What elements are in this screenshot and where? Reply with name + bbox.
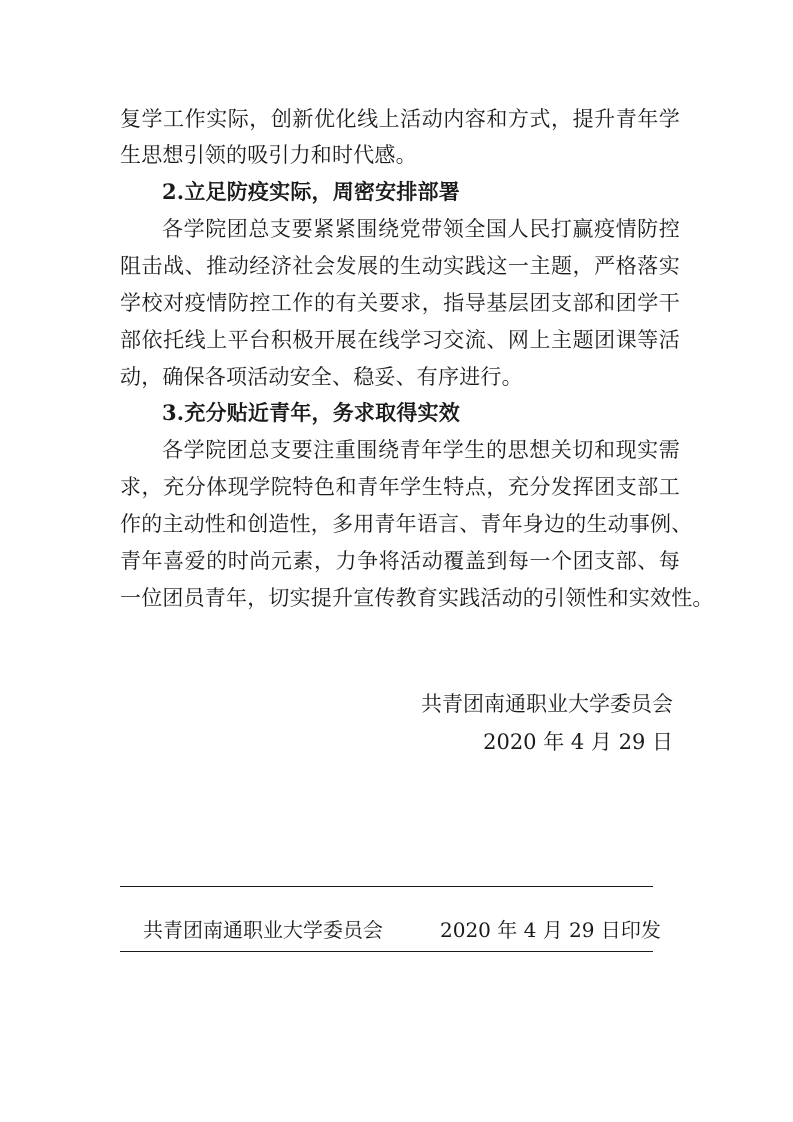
paragraph-3-line-3: 作的主动性和创造性，多用青年语言、青年身边的生动事例、	[120, 512, 693, 536]
paragraph-2-line-5: 动，确保各项活动安全、稳妥、有序进行。	[120, 365, 523, 389]
paragraph-3-line-2: 求，充分体现学院特色和青年学生特点，充分发挥团支部工	[120, 475, 680, 499]
paragraph-3-line-5: 一位团员青年，切实提升宣传教育实践活动的引领性和实效性。	[120, 586, 714, 610]
signature-organization: 共青团南通职业大学委员会	[421, 692, 673, 716]
paragraph-2-line-3: 学校对疫情防控工作的有关要求，指导基层团支部和团学干	[120, 291, 680, 315]
paragraph-2-line-4: 部依托线上平台积极开展在线学习交流、网上主题团课等活	[120, 328, 680, 352]
paragraph-2-line-2: 阻击战、推动经济社会发展的生动实践这一主题，严格落实	[120, 254, 680, 278]
footer-top-rule	[120, 886, 653, 887]
footer-bottom-rule	[120, 951, 653, 952]
section-heading-2: 2.立足防疫实际，周密安排部署	[162, 179, 460, 204]
paragraph-3-line-1: 各学院团总支要注重围绕青年学生的思想关切和现实需	[162, 438, 680, 462]
footer-issuer: 共青团南通职业大学委员会	[143, 918, 383, 942]
paragraph-2-line-1: 各学院团总支要紧紧围绕党带领全国人民打赢疫情防控	[162, 217, 680, 241]
signature-date: 2020 年 4 月 29 日	[483, 730, 673, 754]
paragraph-1-line-2: 生思想引领的吸引力和时代感。	[120, 143, 417, 167]
footer-issue-date: 2020 年 4 月 29 日印发	[440, 918, 661, 942]
paragraph-1-line-1: 复学工作实际，创新优化线上活动内容和方式，提升青年学	[120, 107, 680, 131]
paragraph-3-line-4: 青年喜爱的时尚元素，力争将活动覆盖到每一个团支部、每	[120, 549, 680, 573]
section-heading-3: 3.充分贴近青年，务求取得实效	[162, 400, 460, 425]
